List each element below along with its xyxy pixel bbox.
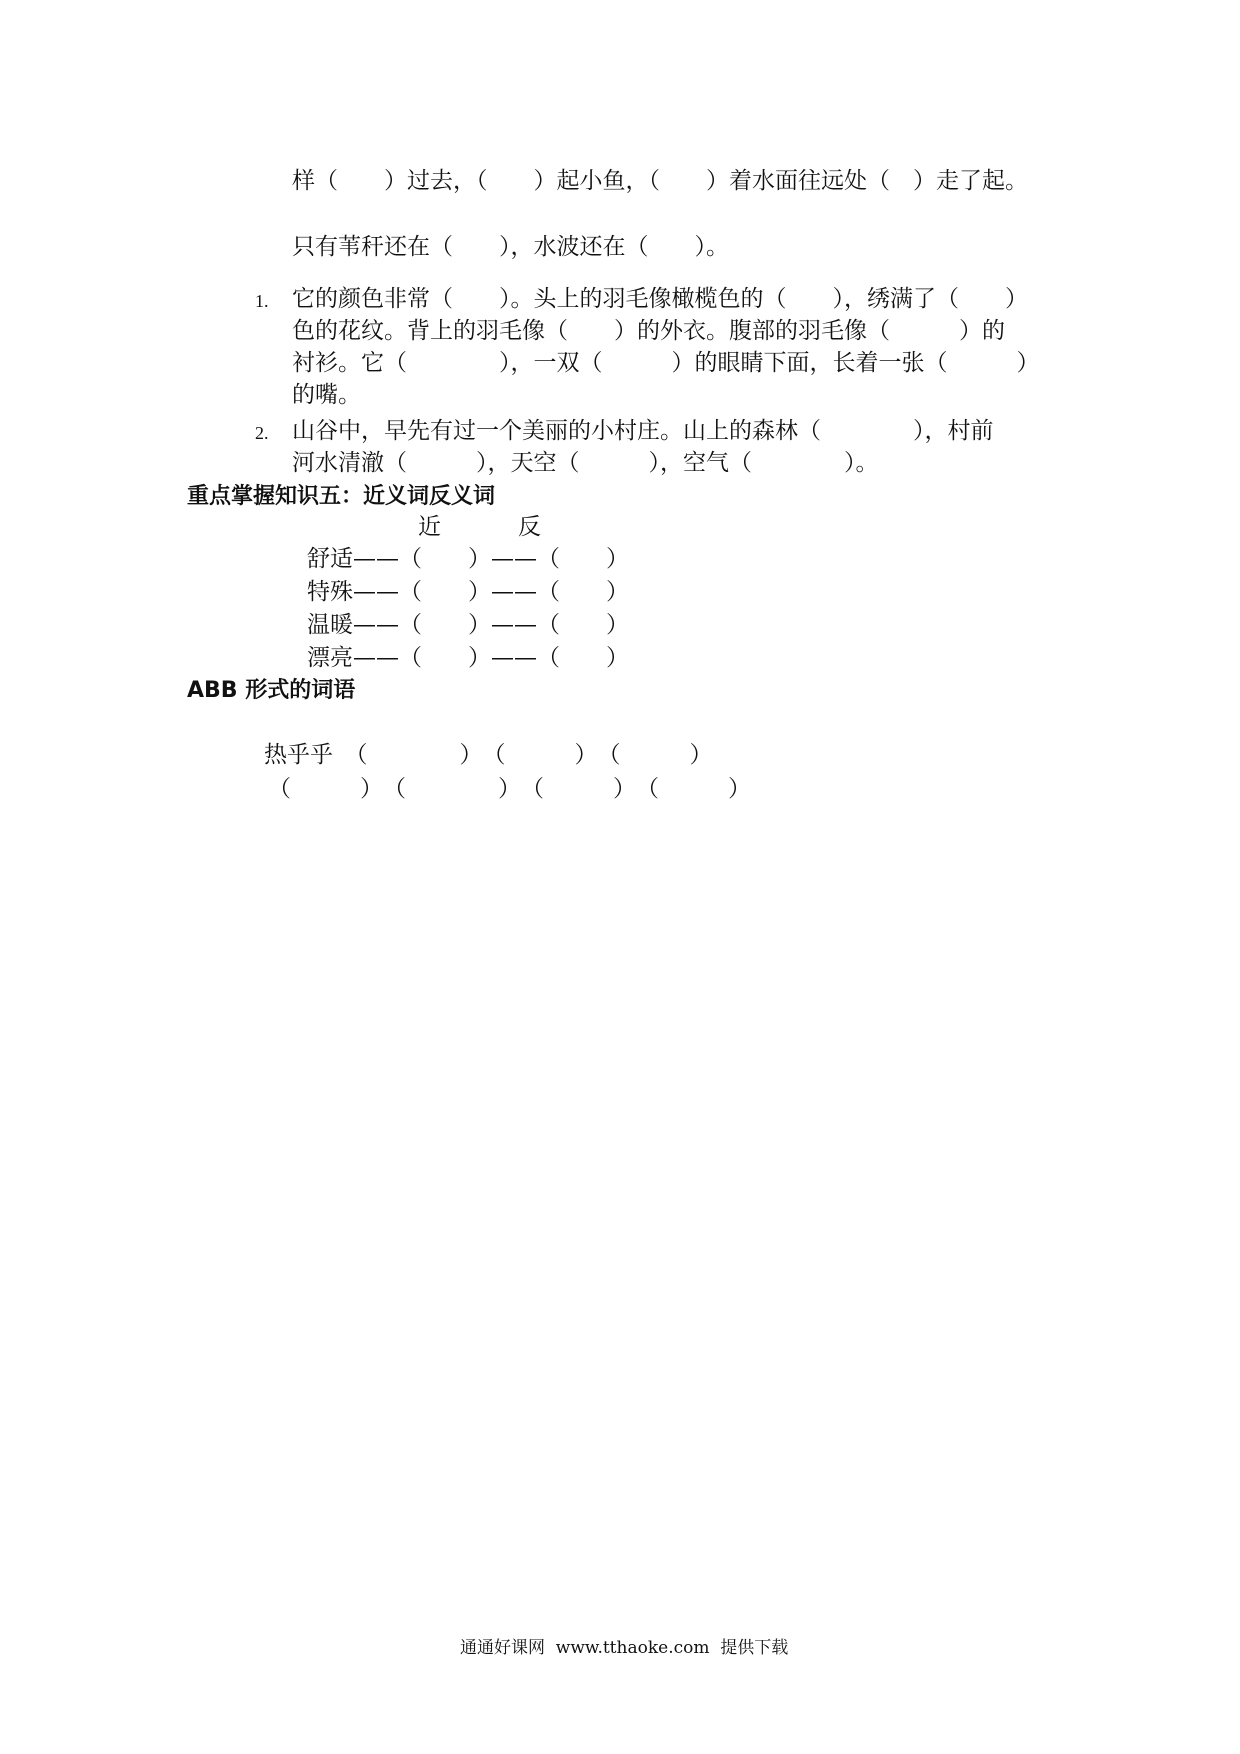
synonym-row: 舒适——（ ）——（ ） bbox=[307, 546, 629, 572]
item1-line-1: 它的颜色非常（ ）。头上的羽毛像橄榄色的（ ），绣满了（ ） bbox=[292, 286, 1028, 312]
item2-line-2: 河水清澈（ ），天空（ ），空气（ ）。 bbox=[292, 450, 879, 476]
abb-line-1: 热乎乎 （ ） （ ） （ ） bbox=[264, 742, 713, 768]
footer-text: 通通好课网 www.tthaoke.com 提供下载 bbox=[460, 1638, 789, 1658]
item1-line-3: 衬衫。它（ ），一双（ ）的眼睛下面，长着一张（ ） bbox=[292, 350, 1040, 376]
item1-line-4: 的嘴。 bbox=[292, 382, 361, 408]
synonym-row: 特殊——（ ）——（ ） bbox=[307, 579, 629, 605]
synonym-row: 温暖——（ ）——（ ） bbox=[307, 612, 629, 638]
column-label-opposite: 反 bbox=[518, 514, 541, 540]
section5-heading: 重点掌握知识五：近义词反义词 bbox=[187, 484, 496, 509]
text-line-1: 样（ ）过去，（ ）起小鱼，（ ）着水面往远处（ ）走了起。 bbox=[292, 168, 1028, 194]
item-number-1: 1. bbox=[255, 291, 269, 311]
item2-line-1: 山谷中，早先有过一个美丽的小村庄。山上的森林（ ），村前 bbox=[292, 418, 994, 444]
item-number-2: 2. bbox=[255, 423, 269, 443]
text-line-2: 只有苇秆还在（ ），水波还在（ ）。 bbox=[292, 234, 729, 260]
abb-line-2: （ ） （ ） （ ） （ ） bbox=[268, 776, 751, 802]
abb-heading: ABB 形式的词语 bbox=[187, 678, 356, 703]
synonym-row: 漂亮——（ ）——（ ） bbox=[307, 645, 629, 671]
column-label-near: 近 bbox=[418, 514, 441, 540]
item1-line-2: 色的花纹。背上的羽毛像（ ）的外衣。腹部的羽毛像（ ）的 bbox=[292, 318, 1005, 344]
